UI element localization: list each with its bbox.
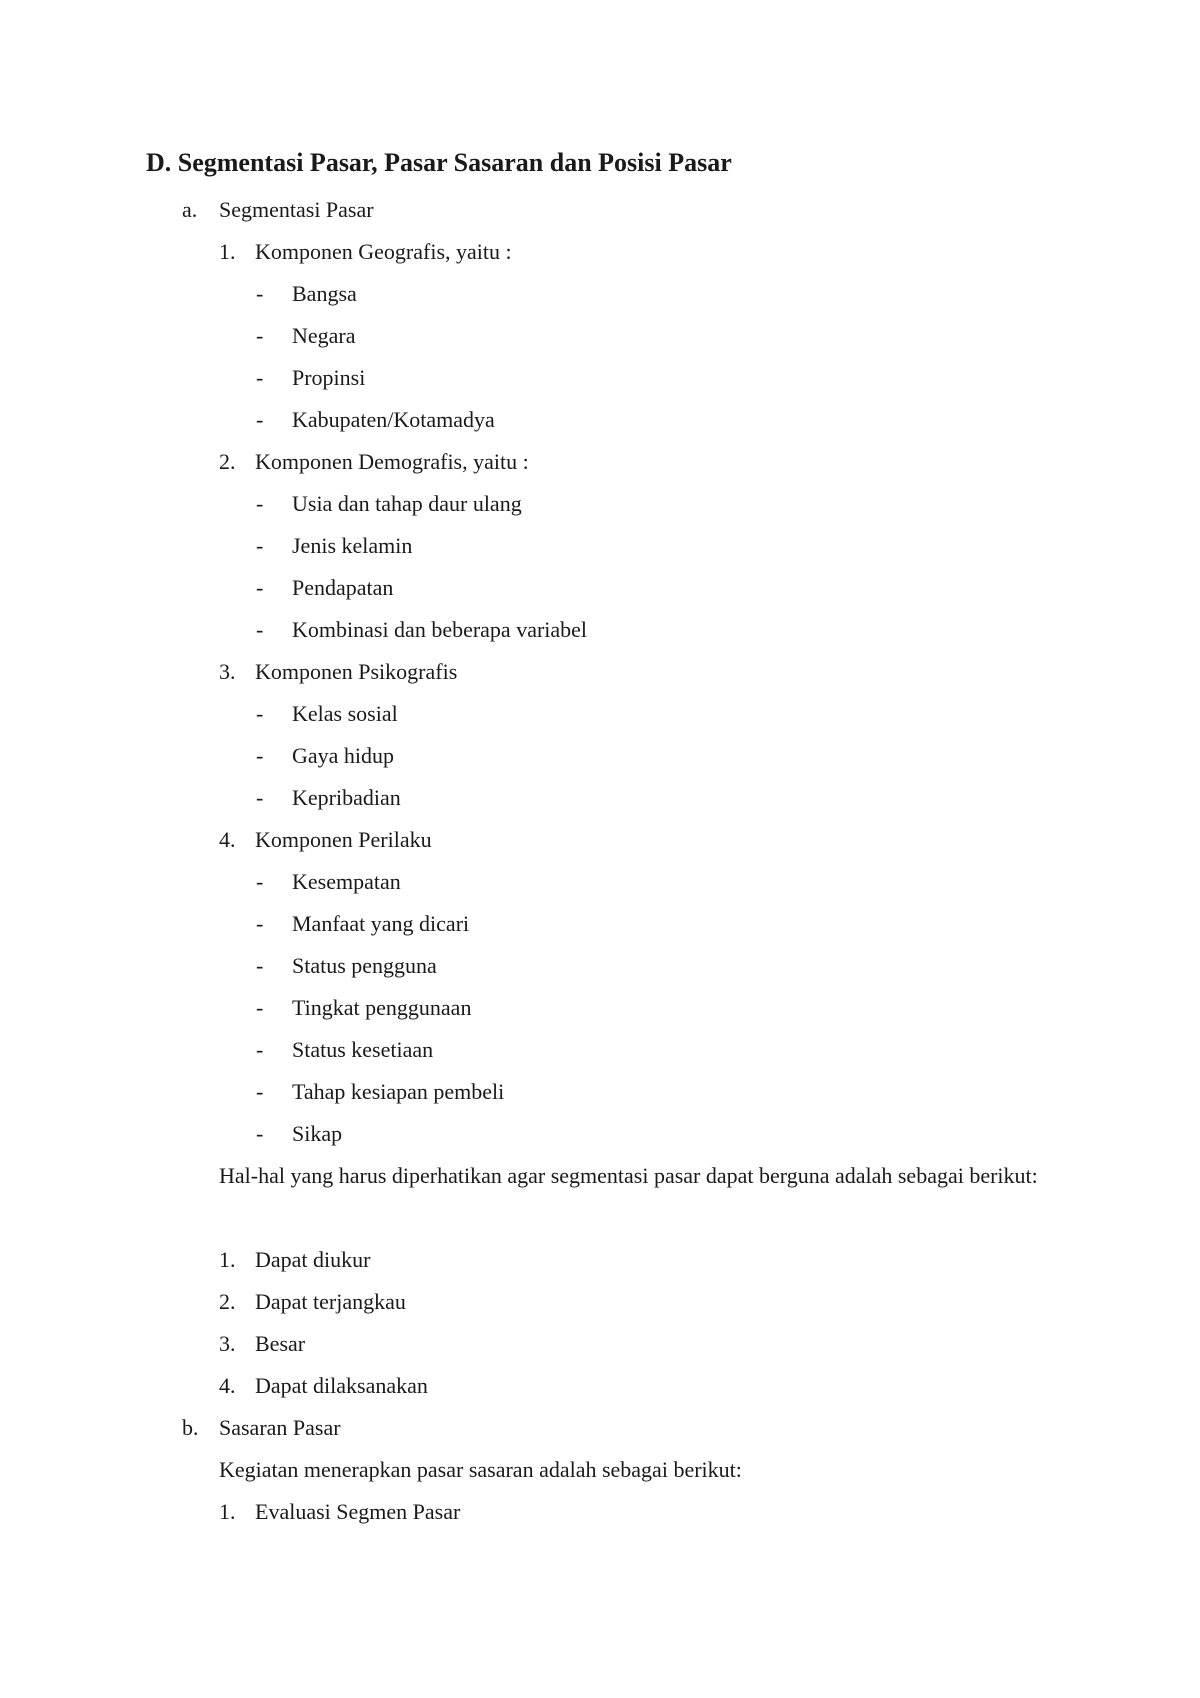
list-item: Status kesetiaan: [292, 1037, 434, 1062]
bullet-dash: -: [256, 1079, 264, 1104]
bullet-dash: -: [256, 953, 264, 978]
numbered-marker: 2.: [219, 1289, 236, 1314]
list-item: Kelas sosial: [292, 701, 398, 726]
list-item: Kesempatan: [292, 869, 401, 894]
numbered-item: Besar: [255, 1331, 306, 1356]
section-heading: D. Segmentasi Pasar, Pasar Sasaran dan Posisi Pasar: [146, 148, 732, 177]
numbered-marker: 4.: [219, 1373, 236, 1398]
bullet-dash: -: [256, 1037, 264, 1062]
bullet-dash: -: [256, 617, 264, 642]
numbered-item: Dapat diukur: [255, 1247, 371, 1272]
list-item: Pendapatan: [292, 575, 394, 600]
section-a-title: Segmentasi Pasar: [219, 197, 374, 222]
component-title: Komponen Geografis, yaitu :: [255, 239, 512, 264]
bullet-dash: -: [256, 407, 264, 432]
numbered-item: Dapat dilaksanakan: [255, 1373, 428, 1398]
bullet-dash: -: [256, 1121, 264, 1146]
list-item: Tingkat penggunaan: [292, 995, 472, 1020]
component-marker: 2.: [219, 449, 236, 474]
component-marker: 4.: [219, 827, 236, 852]
list-item: Negara: [292, 323, 356, 348]
bullet-dash: -: [256, 323, 264, 348]
list-item: Kabupaten/Kotamadya: [292, 407, 495, 432]
bullet-dash: -: [256, 365, 264, 390]
bullet-dash: -: [256, 533, 264, 558]
section-a-marker: a.: [182, 197, 198, 222]
component-marker: 3.: [219, 659, 236, 684]
component-title: Komponen Psikografis: [255, 659, 458, 684]
list-item: Manfaat yang dicari: [292, 911, 470, 936]
bullet-dash: -: [256, 575, 264, 600]
bullet-dash: -: [256, 743, 264, 768]
section-b-marker: b.: [182, 1415, 199, 1440]
list-item: Gaya hidup: [292, 743, 395, 768]
list-item: Propinsi: [292, 365, 366, 390]
bullet-dash: -: [256, 491, 264, 516]
bullet-dash: -: [256, 785, 264, 810]
list-item: Kepribadian: [292, 785, 401, 810]
list-item: Sikap: [292, 1121, 343, 1146]
numbered-item: Dapat terjangkau: [255, 1289, 406, 1314]
list-item: Kombinasi dan beberapa variabel: [292, 617, 588, 642]
bullet-dash: -: [256, 911, 264, 936]
numbered-item: Evaluasi Segmen Pasar: [255, 1499, 461, 1524]
component-title: Komponen Demografis, yaitu :: [255, 449, 529, 474]
list-item: Bangsa: [292, 281, 357, 306]
list-item: Jenis kelamin: [292, 533, 413, 558]
bullet-dash: -: [256, 995, 264, 1020]
bullet-dash: -: [256, 701, 264, 726]
component-title: Komponen Perilaku: [255, 827, 432, 852]
bullet-dash: -: [256, 281, 264, 306]
list-item: Usia dan tahap daur ulang: [292, 491, 522, 516]
section-b-intro: Kegiatan menerapkan pasar sasaran adalah sebagai berikut:: [219, 1457, 742, 1482]
list-item: Tahap kesiapan pembeli: [292, 1079, 505, 1104]
list-item: Status pengguna: [292, 953, 437, 978]
numbered-marker: 1.: [219, 1499, 236, 1524]
component-marker: 1.: [219, 239, 236, 264]
numbered-marker: 1.: [219, 1247, 236, 1272]
bullet-dash: -: [256, 869, 264, 894]
section-b-title: Sasaran Pasar: [219, 1415, 341, 1440]
numbered-marker: 3.: [219, 1331, 236, 1356]
body-paragraph: Hal-hal yang harus diperhatikan agar segmentasi pasar dapat berguna adalah sebagai berikut:: [219, 1163, 1038, 1188]
